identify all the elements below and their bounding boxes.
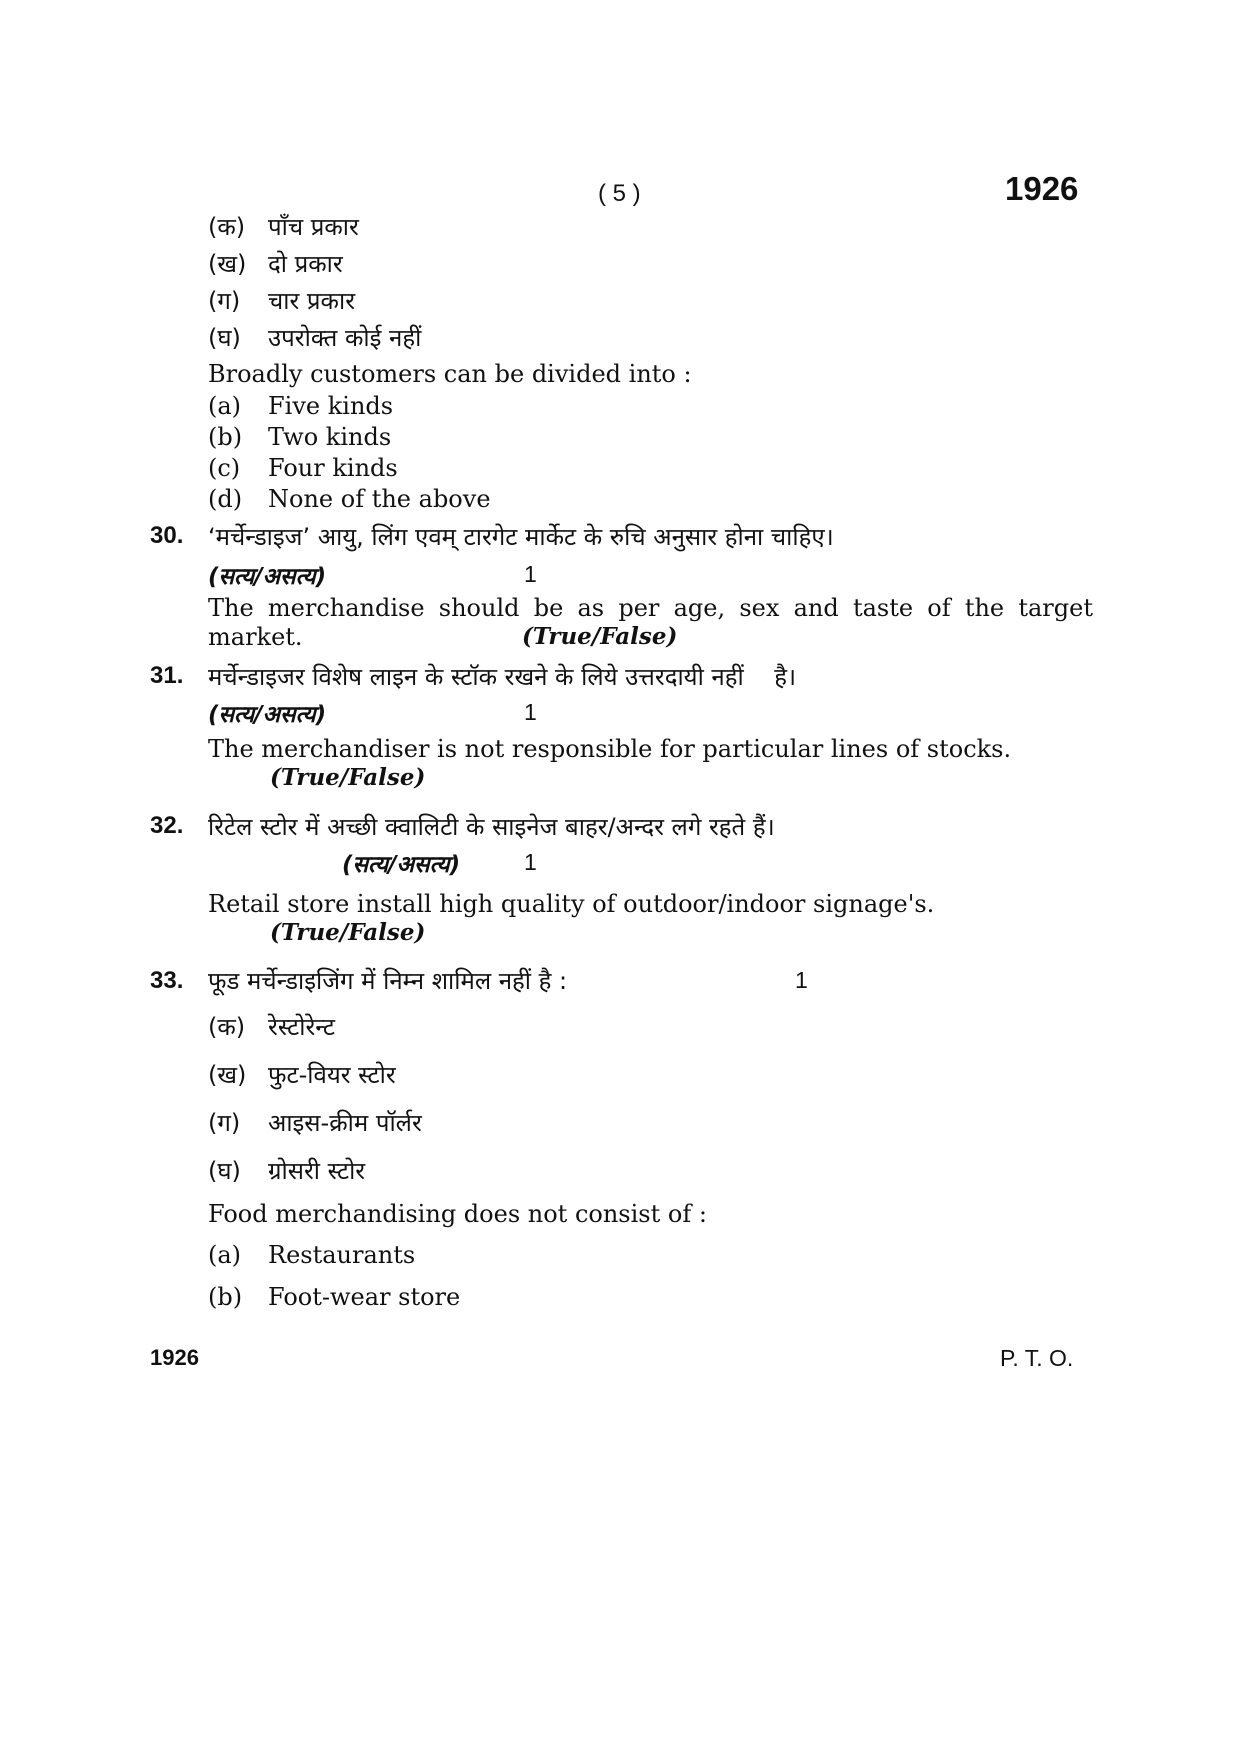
question-31-true-false: (True/False) [270,764,426,791]
option-en-b: (b) Two kinds [208,423,392,451]
question-30-english: The merchandise should be as per age, sex and taste of the target [208,594,1093,622]
paper-code-header: 1926 [1005,170,1079,207]
option-en-c: (c) Four kinds [208,454,398,482]
question-30-true-false-hindi: (सत्य/असत्य) [208,564,327,590]
q33-option-hi-gha: (घ) ग्रोसरी स्टोर [208,1157,366,1185]
option-hi-kha: (ख) दो प्रकार [208,250,343,278]
question-31-hindi: मर्चेन्डाइजर विशेष लाइन के स्टॉक रखने के लिये उत्तरदायी नहीं है। [208,663,797,691]
q33-option-en-a: (a) Restaurants [208,1241,416,1269]
paper-code-footer: 1926 [150,1345,199,1370]
question-en-customers: Broadly customers can be divided into : [208,360,692,388]
question-30-english-cont: market. [208,623,303,651]
question-31-marks: 1 [524,699,537,725]
question-33-marks: 1 [795,967,808,993]
q33-option-hi-kha: (ख) फुट-वियर स्टोर [208,1061,396,1089]
question-33-english: Food merchandising does not consist of : [208,1200,707,1228]
q33-option-hi-ga: (ग) आइस-क्रीम पॉर्लर [208,1109,422,1137]
question-31-english: The merchandiser is not responsible for particular lines of stocks. [208,735,1012,763]
question-number-30: 30. [150,522,184,549]
question-32-hindi: रिटेल स्टोर में अच्छी क्वालिटी के साइनेज बाहर/अन्दर लगे रहते हैं। [208,813,775,841]
question-30-hindi: ‘मर्चेन्डाइज’ आयु, लिंग एवम् टारगेट मार्केट के रुचि अनुसार होना चाहिए। [208,523,834,551]
question-number-31: 31. [150,662,184,689]
question-number-32: 32. [150,812,184,839]
question-30-marks: 1 [524,561,537,587]
q33-option-hi-ka: (क) रेस्टोरेन्ट [208,1013,335,1041]
question-30-true-false: (True/False) [522,623,678,650]
option-en-d: (d) None of the above [208,485,491,513]
q33-option-en-b: (b) Foot-wear store [208,1283,461,1311]
question-32-marks: 1 [524,849,537,875]
pto-label: P. T. O. [1000,1345,1074,1371]
option-hi-ga: (ग) चार प्रकार [208,287,356,315]
question-33-hindi: फूड मर्चेन्डाइजिंग में निम्न शामिल नहीं है : [208,967,568,995]
option-en-a: (a) Five kinds [208,392,394,420]
question-32-english: Retail store install high quality of outdoor/indoor signage's. [208,890,935,918]
option-hi-ka: (क) पाँच प्रकार [208,213,359,241]
page-number: ( 5 ) [598,180,641,207]
question-31-true-false-hindi: (सत्य/असत्य) [208,702,327,728]
question-32-true-false-hindi: (सत्य/असत्य) [342,852,461,878]
question-number-33: 33. [150,967,184,994]
question-32-true-false: (True/False) [270,919,426,946]
option-hi-gha: (घ) उपरोक्त कोई नहीं [208,324,422,352]
